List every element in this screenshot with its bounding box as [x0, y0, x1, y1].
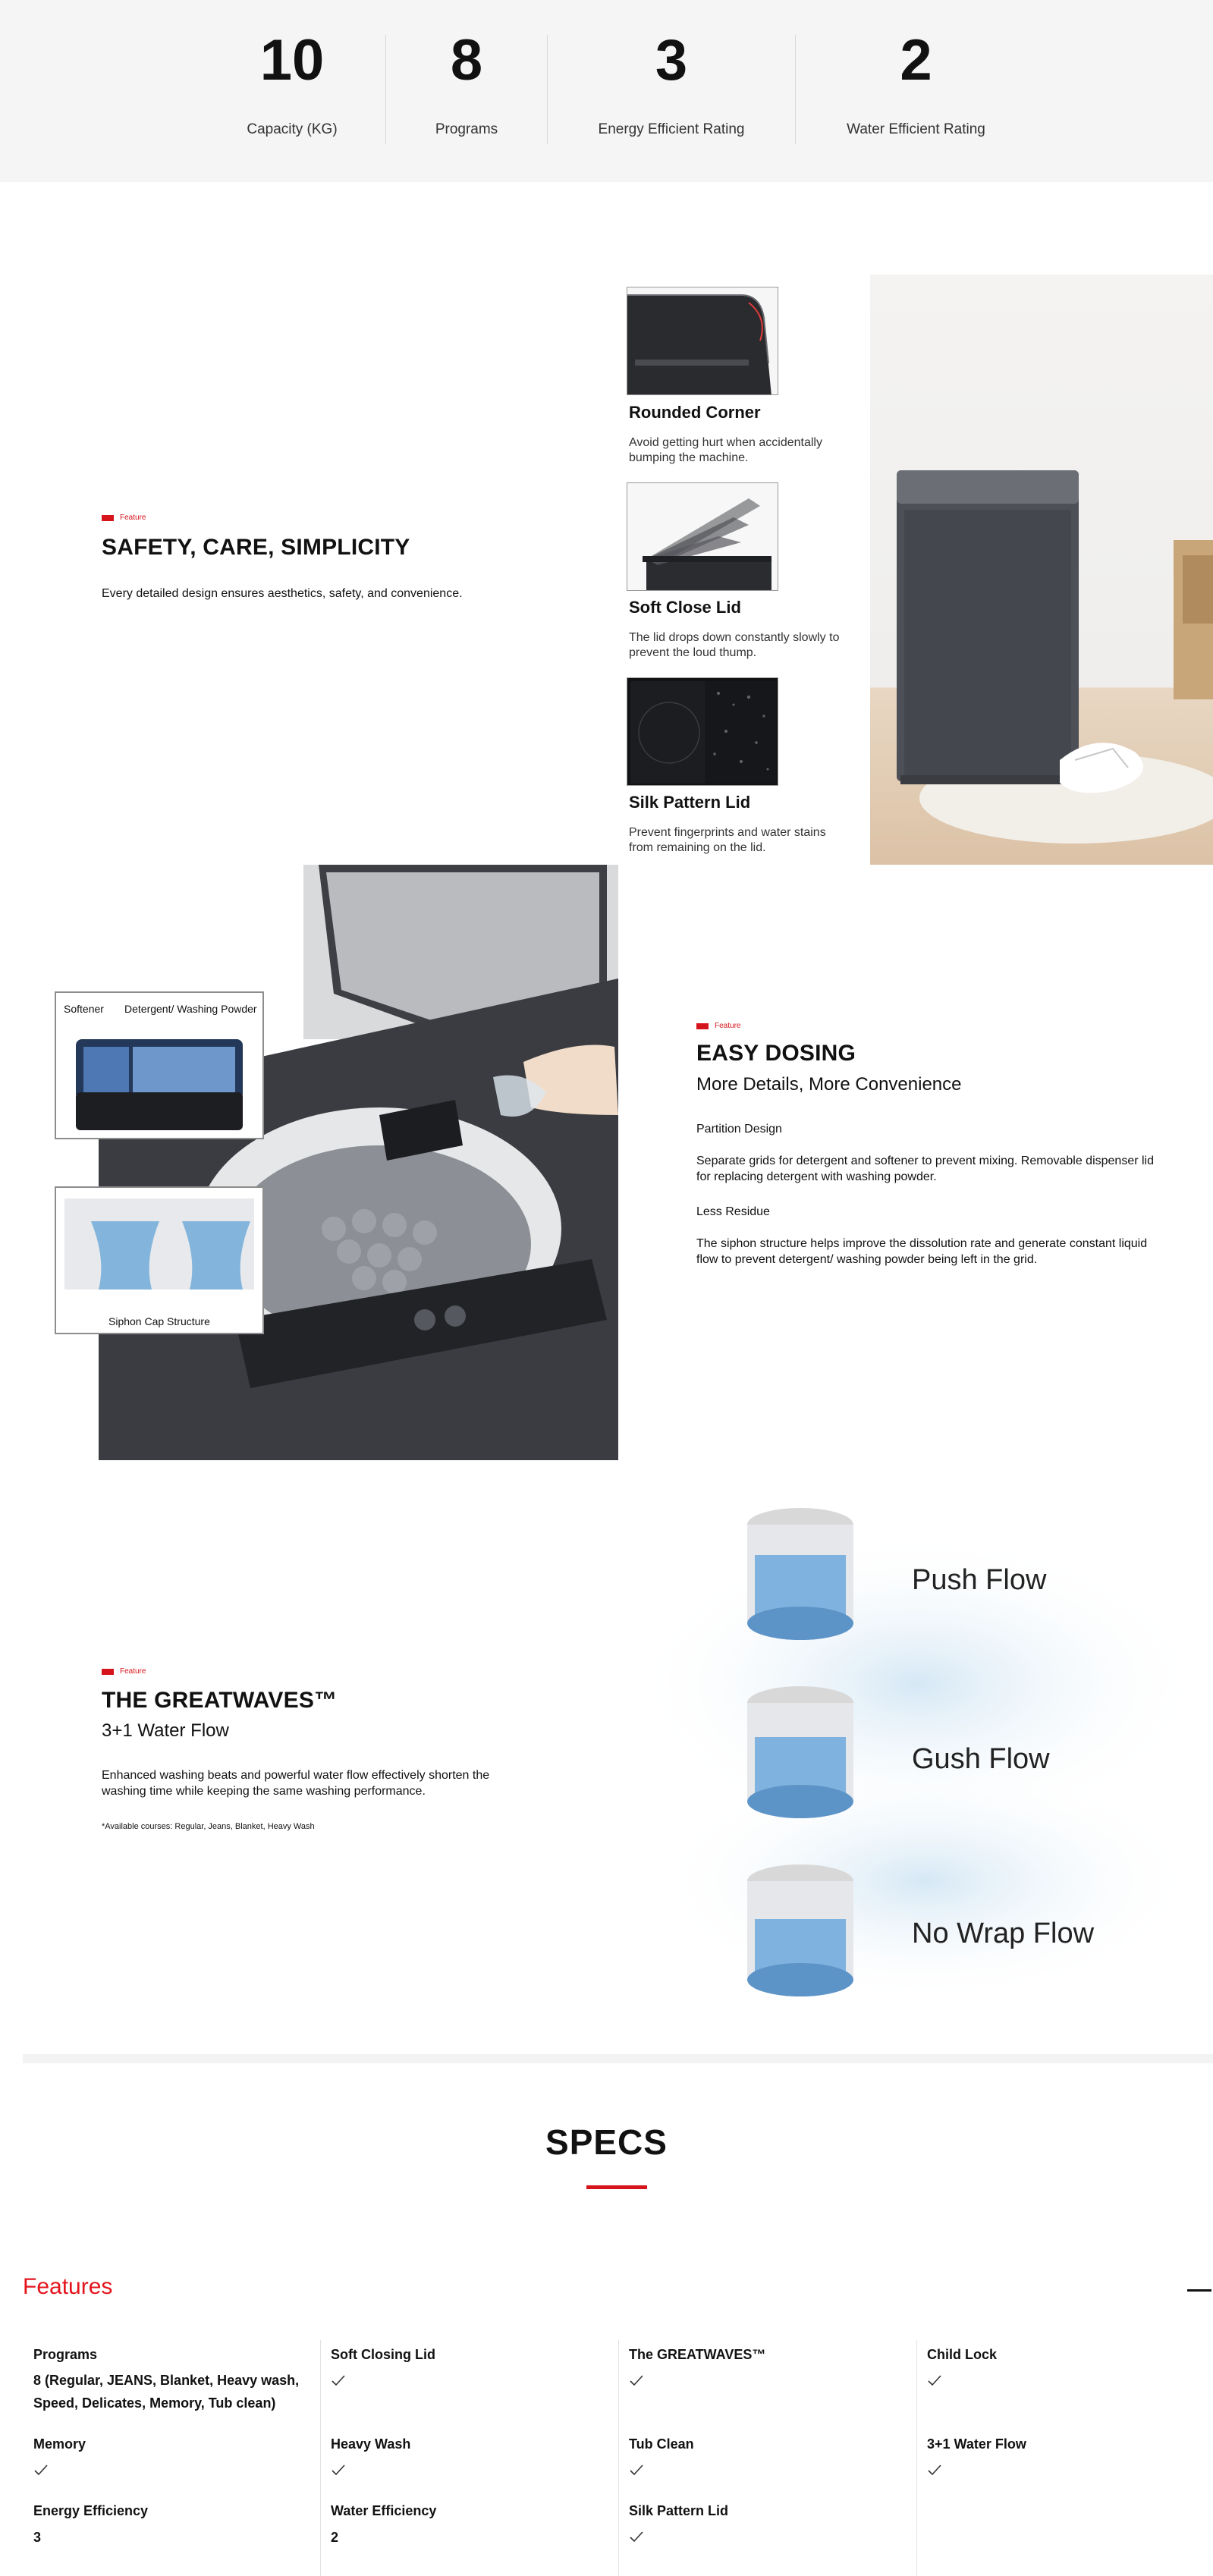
specs-title: SPECS [545, 2122, 668, 2162]
spec-label-greatwaves: The GREATWAVES™ [629, 2347, 766, 2362]
spec-column-divider [320, 2340, 321, 2576]
dosing-photo [0, 865, 618, 1460]
check-icon [927, 2373, 942, 2388]
features-accordion-header[interactable]: Features [23, 2274, 113, 2299]
check-icon [33, 2462, 49, 2477]
stat-label: Programs [435, 121, 498, 137]
stat-label: Capacity (KG) [247, 121, 338, 137]
tub-gush [747, 1686, 853, 1818]
soft-close-lid-image [627, 482, 778, 591]
safety-body: Every detailed design ensures aesthetics, safety, and convenience. [102, 587, 463, 600]
section-separator [23, 2054, 1213, 2063]
spec-label-memory: Memory [33, 2436, 86, 2452]
callout-detergent: Detergent/ Washing Powder [124, 1003, 257, 1015]
waves-subtitle: 3+1 Water Flow [102, 1720, 229, 1741]
tag-marker [102, 515, 114, 521]
dosing-title: EASY DOSING [696, 1041, 856, 1066]
spec-label-programs: Programs [33, 2347, 98, 2362]
spec-value-programs: 8 (Regular, JEANS, Blanket, Heavy wash, Speed, Delicates, Memory, Tub clean) [33, 2373, 300, 2411]
dosing-point2-body: The siphon structure helps improve the dissolution rate and generate constant liquid flow to prevent detergent/ washing powder being left in the grid. [696, 1237, 1148, 1266]
stat-value: 10 [259, 28, 325, 93]
spec-label-tub-clean: Tub Clean [629, 2436, 694, 2452]
dosing-point1-body: Separate grids for detergent and softener to prevent mixing. Removable dispenser lid for replacing detergent with washing powder. [696, 1154, 1155, 1183]
check-icon [629, 2373, 644, 2388]
check-icon [331, 2462, 346, 2477]
feature-tag [696, 1022, 740, 1030]
waves-title: THE GREATWAVES™ [102, 1688, 338, 1713]
dosing-subtitle: More Details, More Convenience [696, 1074, 962, 1095]
feature-tag [102, 514, 146, 522]
check-icon [927, 2462, 942, 2477]
stat-water [823, 0, 1009, 182]
dosing-point1-title: Partition Design [696, 1123, 782, 1136]
stat-divider [385, 35, 386, 144]
stat-label: Energy Efficient Rating [598, 121, 745, 137]
rounded-corner-image [627, 287, 778, 395]
silk-pattern-lid-desc: Prevent fingerprints and water stains from remaining on the lid. [629, 826, 826, 854]
silk-pattern-lid-title: Silk Pattern Lid [629, 793, 751, 812]
rounded-corner-desc: Avoid getting hurt when accidentally bumping the machine. [629, 436, 822, 464]
minus-icon[interactable] [1187, 2289, 1211, 2292]
tub-no-wrap [747, 1864, 853, 1996]
tub-push [747, 1508, 853, 1640]
waves-note: *Available courses: Regular, Jeans, Blanket, Heavy Wash [102, 1822, 315, 1831]
stat-capacity [216, 0, 368, 182]
stat-divider [547, 35, 548, 144]
spec-label-silk-pattern-lid: Silk Pattern Lid [629, 2503, 729, 2518]
spec-label-child-lock: Child Lock [927, 2347, 998, 2362]
tag-label: Feature [715, 1022, 741, 1030]
stat-value: 3 [655, 28, 688, 93]
tag-label: Feature [120, 1667, 146, 1676]
flow-label-gush: Gush Flow [912, 1743, 1050, 1775]
spec-label-soft-closing-lid: Soft Closing Lid [331, 2347, 435, 2362]
spec-label-energy-efficiency: Energy Efficiency [33, 2503, 149, 2518]
stat-divider [795, 35, 796, 144]
spec-label-water-efficiency: Water Efficiency [331, 2503, 437, 2518]
spec-value-energy-efficiency: 3 [33, 2530, 42, 2545]
flow-label-no-wrap: No Wrap Flow [912, 1918, 1095, 1949]
stat-value: 8 [450, 28, 483, 93]
spec-column-divider [618, 2340, 619, 2576]
callout-softener: Softener [64, 1003, 104, 1015]
rounded-corner-title: Rounded Corner [629, 403, 761, 422]
feature-tag [102, 1667, 146, 1676]
check-icon [331, 2373, 346, 2388]
spec-column-divider [916, 2340, 917, 2576]
specs-underline [586, 2185, 647, 2189]
check-icon [629, 2529, 644, 2544]
tag-marker [102, 1669, 114, 1675]
stat-value: 2 [900, 28, 932, 93]
spec-label-heavy-wash: Heavy Wash [331, 2436, 411, 2452]
stat-programs [391, 0, 542, 182]
soft-close-lid-title: Soft Close Lid [629, 598, 741, 617]
spec-label-water-flow: 3+1 Water Flow [927, 2436, 1026, 2452]
flow-label-push: Push Flow [912, 1564, 1047, 1596]
waves-body: Enhanced washing beats and powerful water flow effectively shorten the washing time while keeping the same washing performance. [102, 1769, 490, 1798]
stats-bar [0, 0, 1213, 182]
stat-label: Water Efficient Rating [847, 121, 985, 137]
dosing-point2-title: Less Residue [696, 1205, 770, 1218]
stat-energy [580, 0, 762, 182]
check-icon [629, 2462, 644, 2477]
safety-title: SAFETY, CARE, SIMPLICITY [102, 535, 410, 560]
tag-label: Feature [120, 514, 146, 522]
soft-close-lid-desc: The lid drops down constantly slowly to prevent the loud thump. [629, 631, 840, 659]
spec-value-water-efficiency: 2 [331, 2530, 339, 2545]
tag-marker [696, 1023, 709, 1029]
silk-pattern-lid-image [627, 677, 778, 786]
callout-siphon: Siphon Cap Structure [108, 1315, 210, 1327]
washer-room-photo [870, 275, 1213, 865]
